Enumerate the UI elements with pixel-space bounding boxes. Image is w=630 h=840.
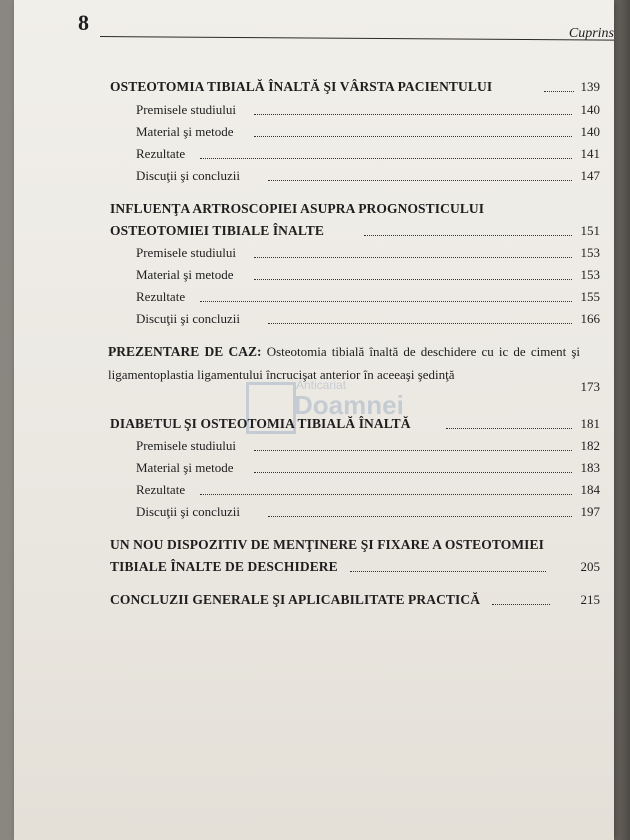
toc-subentry-label: Premisele studiului (136, 438, 237, 453)
leader-dots (268, 180, 572, 181)
running-head: Cuprins (568, 26, 614, 41)
toc-subentry-label: Rezultate (136, 289, 186, 304)
toc-subentry-page: 153 (580, 245, 600, 260)
toc-entry-title: INFLUENŢA ARTROSCOPIEI ASUPRA PROGNOSTICULUI (110, 201, 485, 216)
toc-subentry-label: Premisele studiului (136, 245, 237, 260)
toc-subentry (14, 264, 614, 286)
toc-subentry-page: 182 (580, 438, 600, 453)
toc-entry (14, 76, 614, 98)
toc-subentry-page: 140 (580, 102, 600, 117)
toc-subentry-page: 155 (580, 289, 600, 304)
leader-dots (254, 136, 572, 137)
toc-subentry (14, 435, 614, 457)
toc-entry (14, 589, 614, 611)
toc-entry-page: 173 (580, 379, 600, 394)
leader-dots (200, 494, 572, 495)
toc-subentry-label: Discuţii şi concluzii (136, 168, 240, 183)
toc-subentry-label: Discuţii şi concluzii (136, 311, 240, 326)
toc-entry-page-row (14, 376, 614, 398)
toc-subentry (14, 501, 614, 523)
toc-subentry (14, 165, 614, 187)
toc-subentry-page: 197 (580, 504, 600, 519)
toc-subentry-page: 147 (580, 168, 600, 183)
toc-entry-title: DIABETUL ŞI OSTEOTOMIA TIBIALĂ ÎNALTĂ (110, 416, 411, 431)
leader-dots (492, 604, 550, 605)
toc-subentry-label: Material şi metode (136, 267, 234, 282)
toc-subentry-label: Rezultate (136, 146, 186, 161)
leader-dots (254, 279, 572, 280)
toc-entry-text: Osteotomia tibială înaltă de deschidere cu ic de ciment şi ligamentoplastia ligamentului încrucişat anterior în aceeaşi şedinţă (108, 344, 581, 382)
toc-subentry-page: 141 (580, 146, 600, 161)
toc-entry-title: CONCLUZII GENERALE ŞI APLICABILITATE PRACTICĂ (110, 592, 481, 607)
watermark-line1: Anticariat (296, 378, 347, 392)
toc-entry-page: 205 (580, 559, 600, 574)
book-page (14, 0, 614, 840)
toc-subentry-page: 184 (580, 482, 600, 497)
toc-entry-title: TIBIALE ÎNALTE DE DESCHIDERE (110, 559, 338, 574)
toc-entry (14, 413, 614, 435)
toc-entry (14, 220, 614, 242)
toc-subentry (14, 143, 614, 165)
watermark-line2: Doamnei (294, 390, 404, 420)
toc-entry-title: OSTEOTOMIA TIBIALĂ ÎNALTĂ ŞI VÂRSTA PACIENTULUI (110, 79, 493, 94)
toc-entry-page: 181 (580, 416, 600, 431)
toc-entry-title-line (14, 198, 614, 220)
toc-entry-page: 215 (580, 592, 600, 607)
leader-dots (200, 301, 572, 302)
toc-subentry (14, 286, 614, 308)
leader-dots (254, 472, 572, 473)
toc-subentry-label: Rezultate (136, 482, 186, 497)
leader-dots (254, 450, 572, 451)
page-number: 8 (78, 10, 89, 35)
toc-subentry-label: Discuţii şi concluzii (136, 504, 240, 519)
toc-entry-title: PREZENTARE DE CAZ: (108, 344, 262, 359)
toc-subentry (14, 479, 614, 501)
leader-dots (254, 257, 572, 258)
toc-entry (14, 556, 614, 578)
leader-dots (350, 571, 546, 572)
toc-subentry (14, 457, 614, 479)
toc-entry-title: OSTEOTOMIEI TIBIALE ÎNALTE (110, 223, 324, 238)
toc-entry-title: UN NOU DISPOZITIV DE MENŢINERE ŞI FIXARE A OSTEOTOMIEI (110, 537, 544, 552)
leader-dots (364, 235, 572, 236)
toc-subentry (14, 308, 614, 330)
book-edge (614, 0, 630, 840)
toc-entry-title-line (14, 534, 614, 556)
toc-subentry-label: Material şi metode (136, 460, 234, 475)
table-of-contents (14, 0, 614, 840)
toc-subentry-label: Premisele studiului (136, 102, 237, 117)
toc-subentry-page: 153 (580, 267, 600, 282)
toc-subentry (14, 99, 614, 121)
toc-subentry-label: Material şi metode (136, 124, 234, 139)
toc-subentry-page: 140 (580, 124, 600, 139)
leader-dots (268, 516, 572, 517)
toc-subentry-page: 166 (580, 311, 600, 326)
leader-dots (200, 158, 572, 159)
toc-subentry-page: 183 (580, 460, 600, 475)
leader-dots (446, 428, 572, 429)
toc-subentry (14, 242, 614, 264)
toc-entry-page: 139 (580, 79, 600, 94)
leader-dots (268, 323, 572, 324)
toc-entry-page: 151 (580, 223, 600, 238)
leader-dots (254, 114, 572, 115)
toc-subentry (14, 121, 614, 143)
